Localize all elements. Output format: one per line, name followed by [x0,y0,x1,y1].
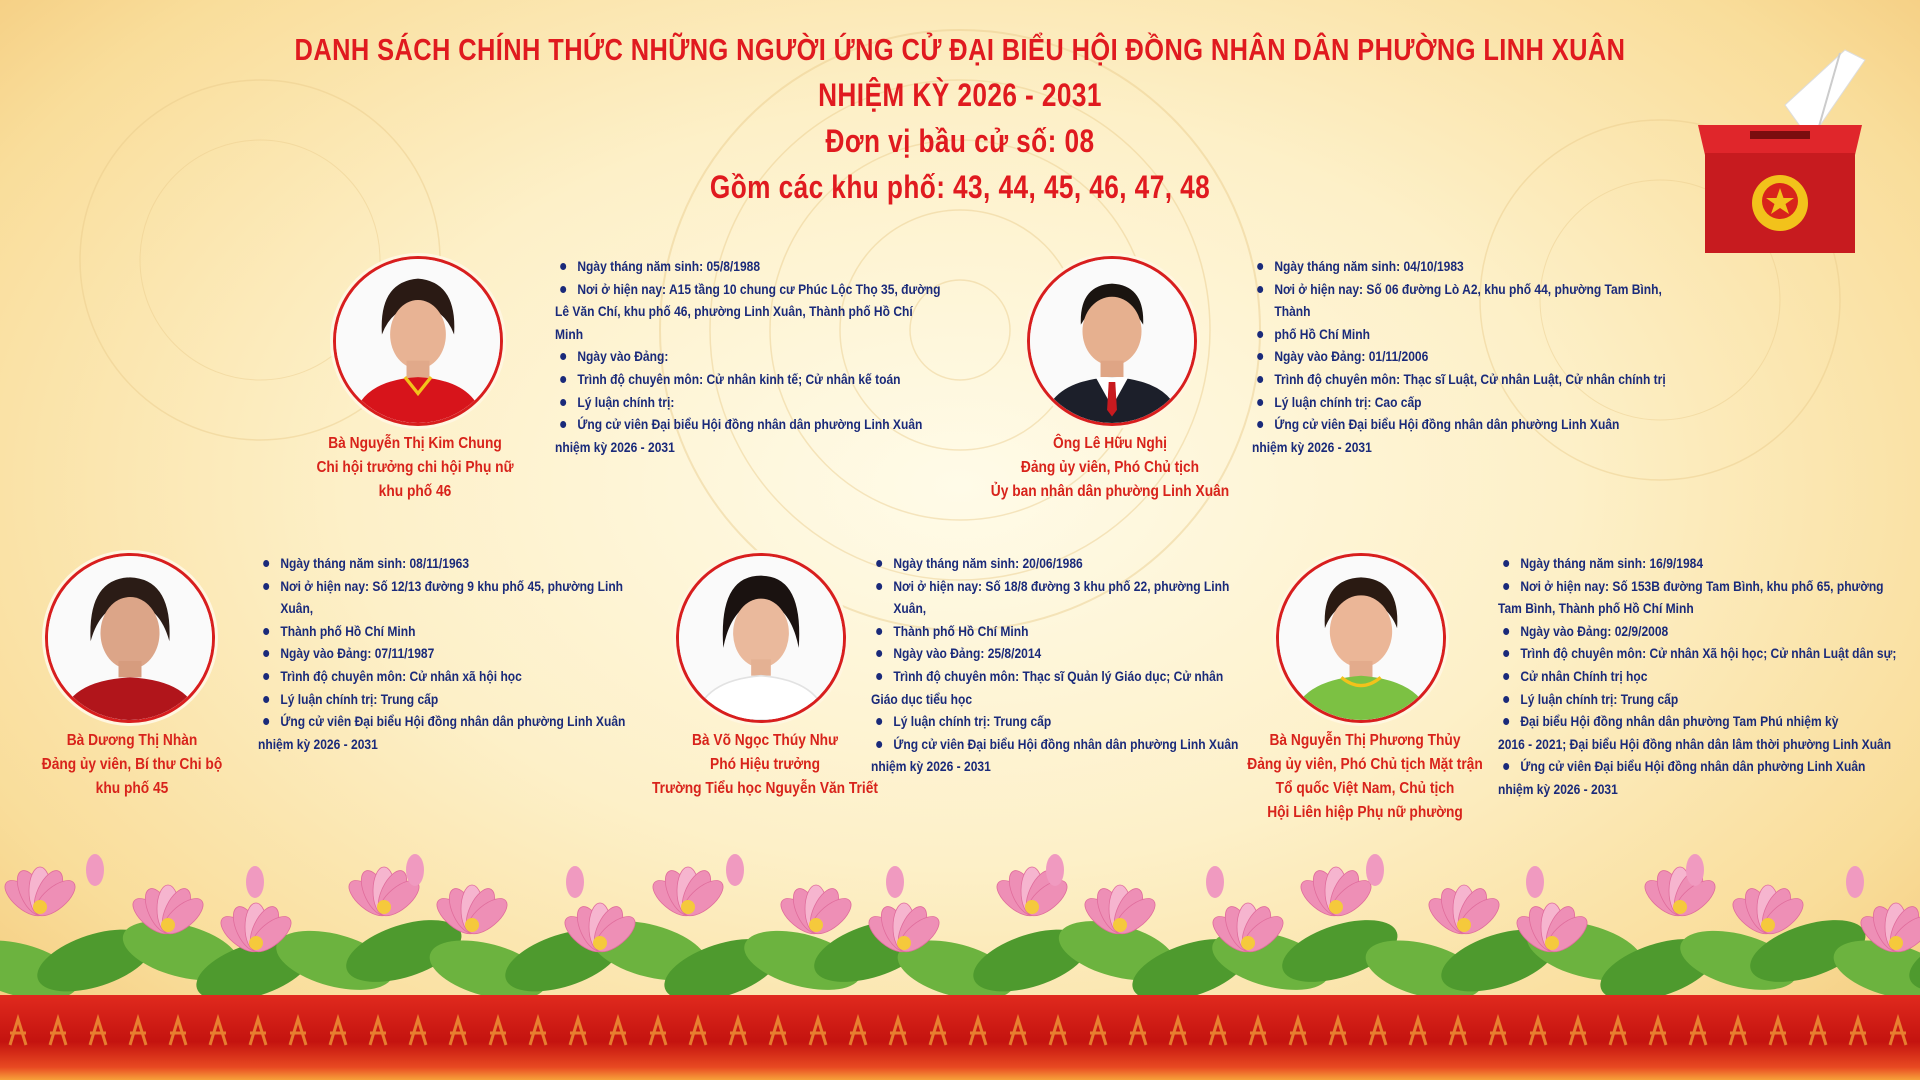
birth-date: Ngày tháng năm sinh: 20/06/1986 [871,552,1258,575]
candidate-position: Hội Liên hiệp Phụ nữ phường [1267,804,1463,821]
candidate-position: Đảng ủy viên, Phó Chủ tịch Mặt trận [1247,756,1483,773]
residence: Nơi ở hiện nay: A15 tầng 10 chung cư Phúc Lộc Thọ 35, đường [555,278,942,301]
candidacy: Ứng cử viên Đại biểu Hội đồng nhân dân phường Linh Xuân [871,733,1258,756]
candidate-position: Chi hội trưởng chi hội Phụ nữ [316,459,514,476]
dong-son-figure-icon [1690,1019,1706,1045]
qualification: Trình độ chuyên môn: Thạc sĩ Luật, Cử nhân Luật, Cử nhân chính trị [1252,368,1682,391]
candidate-position: Đảng ủy viên, Bí thư Chi bộ [41,756,223,773]
portrait-image [48,556,212,720]
lotus-bud-icon [1686,854,1704,886]
birth-date: Ngày tháng năm sinh: 04/10/1983 [1252,255,1682,278]
candidate-3-caption [14,729,250,801]
candidate-position: Tổ quốc Việt Nam, Chủ tịch [1275,780,1455,797]
dong-son-figure-icon [170,1019,186,1045]
page-header [0,28,1920,210]
political-theory: Lý luận chính trị: [555,391,942,414]
dong-son-figure-icon [290,1019,306,1045]
political-theory: Lý luận chính trị: Cao cấp [1252,391,1682,414]
dong-son-figure-icon [10,1019,26,1045]
dong-son-figure-icon [410,1019,426,1045]
dong-son-figure-icon [1010,1019,1026,1045]
portrait-image [336,259,500,423]
residence: Nơi ở hiện nay: Số 12/13 đường 9 khu phố 45, phường Linh Xuân, [258,575,654,620]
dong-son-figure-icon [1810,1019,1826,1045]
dong-son-figure-icon [1250,1019,1266,1045]
page-title: DANH SÁCH CHÍNH THỨC NHỮNG NGƯỜI ỨNG CỬ ĐẠI BIỂU HỘI ĐỒNG NHÂN DÂN PHƯỜNG LINH XUÂN [294,32,1626,67]
candidate-5-info [1498,552,1911,801]
dong-son-figure-icon [1210,1019,1226,1045]
dong-son-figure-icon [530,1019,546,1045]
residence-cont: Lê Văn Chí, khu phố 46, phường Linh Xuân, Thành phố Hồ Chí Minh [555,303,913,342]
residence: Nơi ở hiện nay: Số 153B đường Tam Bình, khu phố 65, phường [1498,575,1911,598]
dong-son-figure-icon [1770,1019,1786,1045]
dong-son-figure-icon [1850,1019,1866,1045]
dong-son-figure-icon [490,1019,506,1045]
residence-cont: Thành phố Hồ Chí Minh [258,620,654,643]
candidate-2-caption [977,432,1244,504]
lotus-flower-icon [1295,866,1377,922]
dong-son-figure-icon [370,1019,386,1045]
qualification: Trình độ chuyên môn: Cử nhân kinh tế; Cử nhân kế toán [555,368,942,391]
qualification: Trình độ chuyên môn: Cử nhân xã hội học [258,665,654,688]
candidate-position: Ủy ban nhân dân phường Linh Xuân [990,483,1230,500]
candidate-2-photo [1027,256,1197,426]
candidacy-term: nhiệm kỳ 2026 - 2031 [258,735,378,752]
dong-son-figure-icon [330,1019,346,1045]
dong-son-figure-icon [1170,1019,1186,1045]
lotus-bud-icon [1206,866,1224,898]
candidate-name: Bà Nguyễn Thị Kim Chung [328,435,502,452]
candidate-1-info [555,255,942,458]
neighborhoods: Gồm các khu phố: 43, 44, 45, 46, 47, 48 [709,169,1211,205]
lotus-bud-icon [1846,866,1864,898]
residence: Nơi ở hiện nay: Số 18/8 đường 3 khu phố 22, phường Linh Xuân, [871,575,1258,620]
previous-delegate: Đại biểu Hội đồng nhân dân phường Tam Phú nhiệm kỳ [1498,710,1911,733]
dong-son-figure-icon [1650,1019,1666,1045]
dong-son-figure-icon [1570,1019,1586,1045]
lotus-bud-icon [246,866,264,898]
dong-son-figure-icon [1370,1019,1386,1045]
candidate-name: Bà Võ Ngọc Thúy Như [691,732,839,749]
candidate-position: Phó Hiệu trưởng [710,756,820,773]
dong-son-figure-icon [810,1019,826,1045]
qualification: Trình độ chuyên môn: Thạc sĩ Quản lý Giáo dục; Cử nhân [871,665,1258,688]
birth-date: Ngày tháng năm sinh: 16/9/1984 [1498,552,1911,575]
previous-delegate-cont: 2016 - 2021; Đại biểu Hội đồng nhân dân lâm thời phường Linh Xuân [1498,735,1892,752]
candidate-4-photo [676,553,846,723]
dong-son-figure-icon [1730,1019,1746,1045]
ballot-box-icon [1690,45,1870,255]
party-join-date: Ngày vào Đảng: 25/8/2014 [871,642,1258,665]
dong-son-figure-icon [650,1019,666,1045]
candidacy: Ứng cử viên Đại biểu Hội đồng nhân dân phường Linh Xuân [555,413,942,436]
dong-son-figure-icon [1610,1019,1626,1045]
portrait-image [1030,259,1194,423]
residence-cont: Thành phố Hồ Chí Minh [871,620,1258,643]
dong-son-figure-icon [1090,1019,1106,1045]
lotus-bud-icon [1366,854,1384,886]
residence: Nơi ở hiện nay: Số 06 đường Lò A2, khu phố 44, phường Tam Bình, Thành [1252,278,1682,323]
dong-son-figure-icon [1050,1019,1066,1045]
lotus-bud-icon [1046,854,1064,886]
dong-son-figure-icon [890,1019,906,1045]
dong-son-figure-icon [1530,1019,1546,1045]
candidacy: Ứng cử viên Đại biểu Hội đồng nhân dân phường Linh Xuân [258,710,654,733]
lotus-bud-icon [86,854,104,886]
candidacy-term: nhiệm kỳ 2026 - 2031 [555,438,675,455]
lotus-bud-icon [726,854,744,886]
lotus-bud-icon [1526,866,1544,898]
birth-date: Ngày tháng năm sinh: 08/11/1963 [258,552,654,575]
candidate-4-caption [623,729,907,801]
qualification-cont: Cử nhân Chính trị học [1498,665,1911,688]
candidate-5-caption [1232,729,1499,825]
lotus-bud-icon [886,866,904,898]
dong-son-figure-icon [1450,1019,1466,1045]
dong-son-figure-icon [970,1019,986,1045]
dong-son-figure-icon [770,1019,786,1045]
candidacy: Ứng cử viên Đại biểu Hội đồng nhân dân phường Linh Xuân [1252,413,1682,436]
dong-son-pattern [0,995,1920,1065]
dong-son-figure-icon [1130,1019,1146,1045]
candidacy: Ứng cử viên Đại biểu Hội đồng nhân dân phường Linh Xuân [1498,755,1911,778]
portrait-image [1279,556,1443,720]
political-theory: Lý luận chính trị: Trung cấp [871,710,1258,733]
national-emblem-icon [1752,175,1808,231]
political-theory: Lý luận chính trị: Trung cấp [258,688,654,711]
candidate-name: Bà Dương Thị Nhàn [66,732,198,749]
dong-son-figure-icon [850,1019,866,1045]
dong-son-figure-icon [1330,1019,1346,1045]
residence-cont: phố Hồ Chí Minh [1252,323,1682,346]
bottom-decorative-band [0,995,1920,1080]
term-title: NHIỆM KỲ 2026 - 2031 [818,77,1102,113]
dong-son-figure-icon [1890,1019,1906,1045]
lotus-flower-icon [647,866,729,922]
dong-son-figure-icon [250,1019,266,1045]
candidate-name: Ông Lê Hữu Nghị [1053,435,1167,452]
dong-son-figure-icon [50,1019,66,1045]
candidacy-term: nhiệm kỳ 2026 - 2031 [1252,438,1372,455]
candidate-4-info [871,552,1258,778]
dong-son-figure-icon [610,1019,626,1045]
dong-son-figure-icon [1490,1019,1506,1045]
lotus-flowers-decoration [0,820,1920,1000]
qualification: Trình độ chuyên môn: Cử nhân Xã hội học; Cử nhân Luật dân sự; [1498,642,1911,665]
dong-son-figure-icon [1410,1019,1426,1045]
candidate-3-info [258,552,654,755]
candidacy-term: nhiệm kỳ 2026 - 2031 [1498,780,1618,797]
party-join-date: Ngày vào Đảng: 07/11/1987 [258,642,654,665]
party-join-date: Ngày vào Đảng: [555,345,942,368]
dong-son-figure-icon [570,1019,586,1045]
party-join-date: Ngày vào Đảng: 01/11/2006 [1252,345,1682,368]
candidate-position: khu phố 46 [378,483,452,500]
dong-son-figure-icon [930,1019,946,1045]
candidate-position: Trường Tiểu học Nguyễn Văn Triết [652,780,878,797]
candidate-name: Bà Nguyễn Thị Phương Thủy [1269,732,1461,749]
lotus-bud-icon [406,854,424,886]
lotus-flower-icon [1639,866,1721,922]
lotus-flower-icon [1423,884,1505,940]
lotus-flower-icon [0,866,81,922]
candidate-position: Đảng ủy viên, Phó Chủ tịch [1020,459,1200,476]
candidate-1-photo [333,256,503,426]
dong-son-figure-icon [690,1019,706,1045]
candidate-position: khu phố 45 [95,780,169,797]
candidate-3-photo [45,553,215,723]
candidate-1-caption [289,432,542,504]
qualification-cont: Giáo dục tiểu học [871,690,973,707]
birth-date: Ngày tháng năm sinh: 05/8/1988 [555,255,942,278]
lotus-bud-icon [566,866,584,898]
dong-son-figure-icon [210,1019,226,1045]
residence-cont: Tam Bình, Thành phố Hồ Chí Minh [1498,600,1694,617]
dong-son-figure-icon [130,1019,146,1045]
political-theory: Lý luận chính trị: Trung cấp [1498,688,1911,711]
dong-son-figure-icon [450,1019,466,1045]
dong-son-figure-icon [90,1019,106,1045]
candidate-5-photo [1276,553,1446,723]
dong-son-figure-icon [730,1019,746,1045]
electoral-unit: Đơn vị bầu cử số: 08 [825,123,1095,159]
candidate-2-info [1252,255,1682,458]
party-join-date: Ngày vào Đảng: 02/9/2008 [1498,620,1911,643]
candidacy-term: nhiệm kỳ 2026 - 2031 [871,758,991,775]
dong-son-figure-icon [1290,1019,1306,1045]
portrait-image [679,556,843,720]
